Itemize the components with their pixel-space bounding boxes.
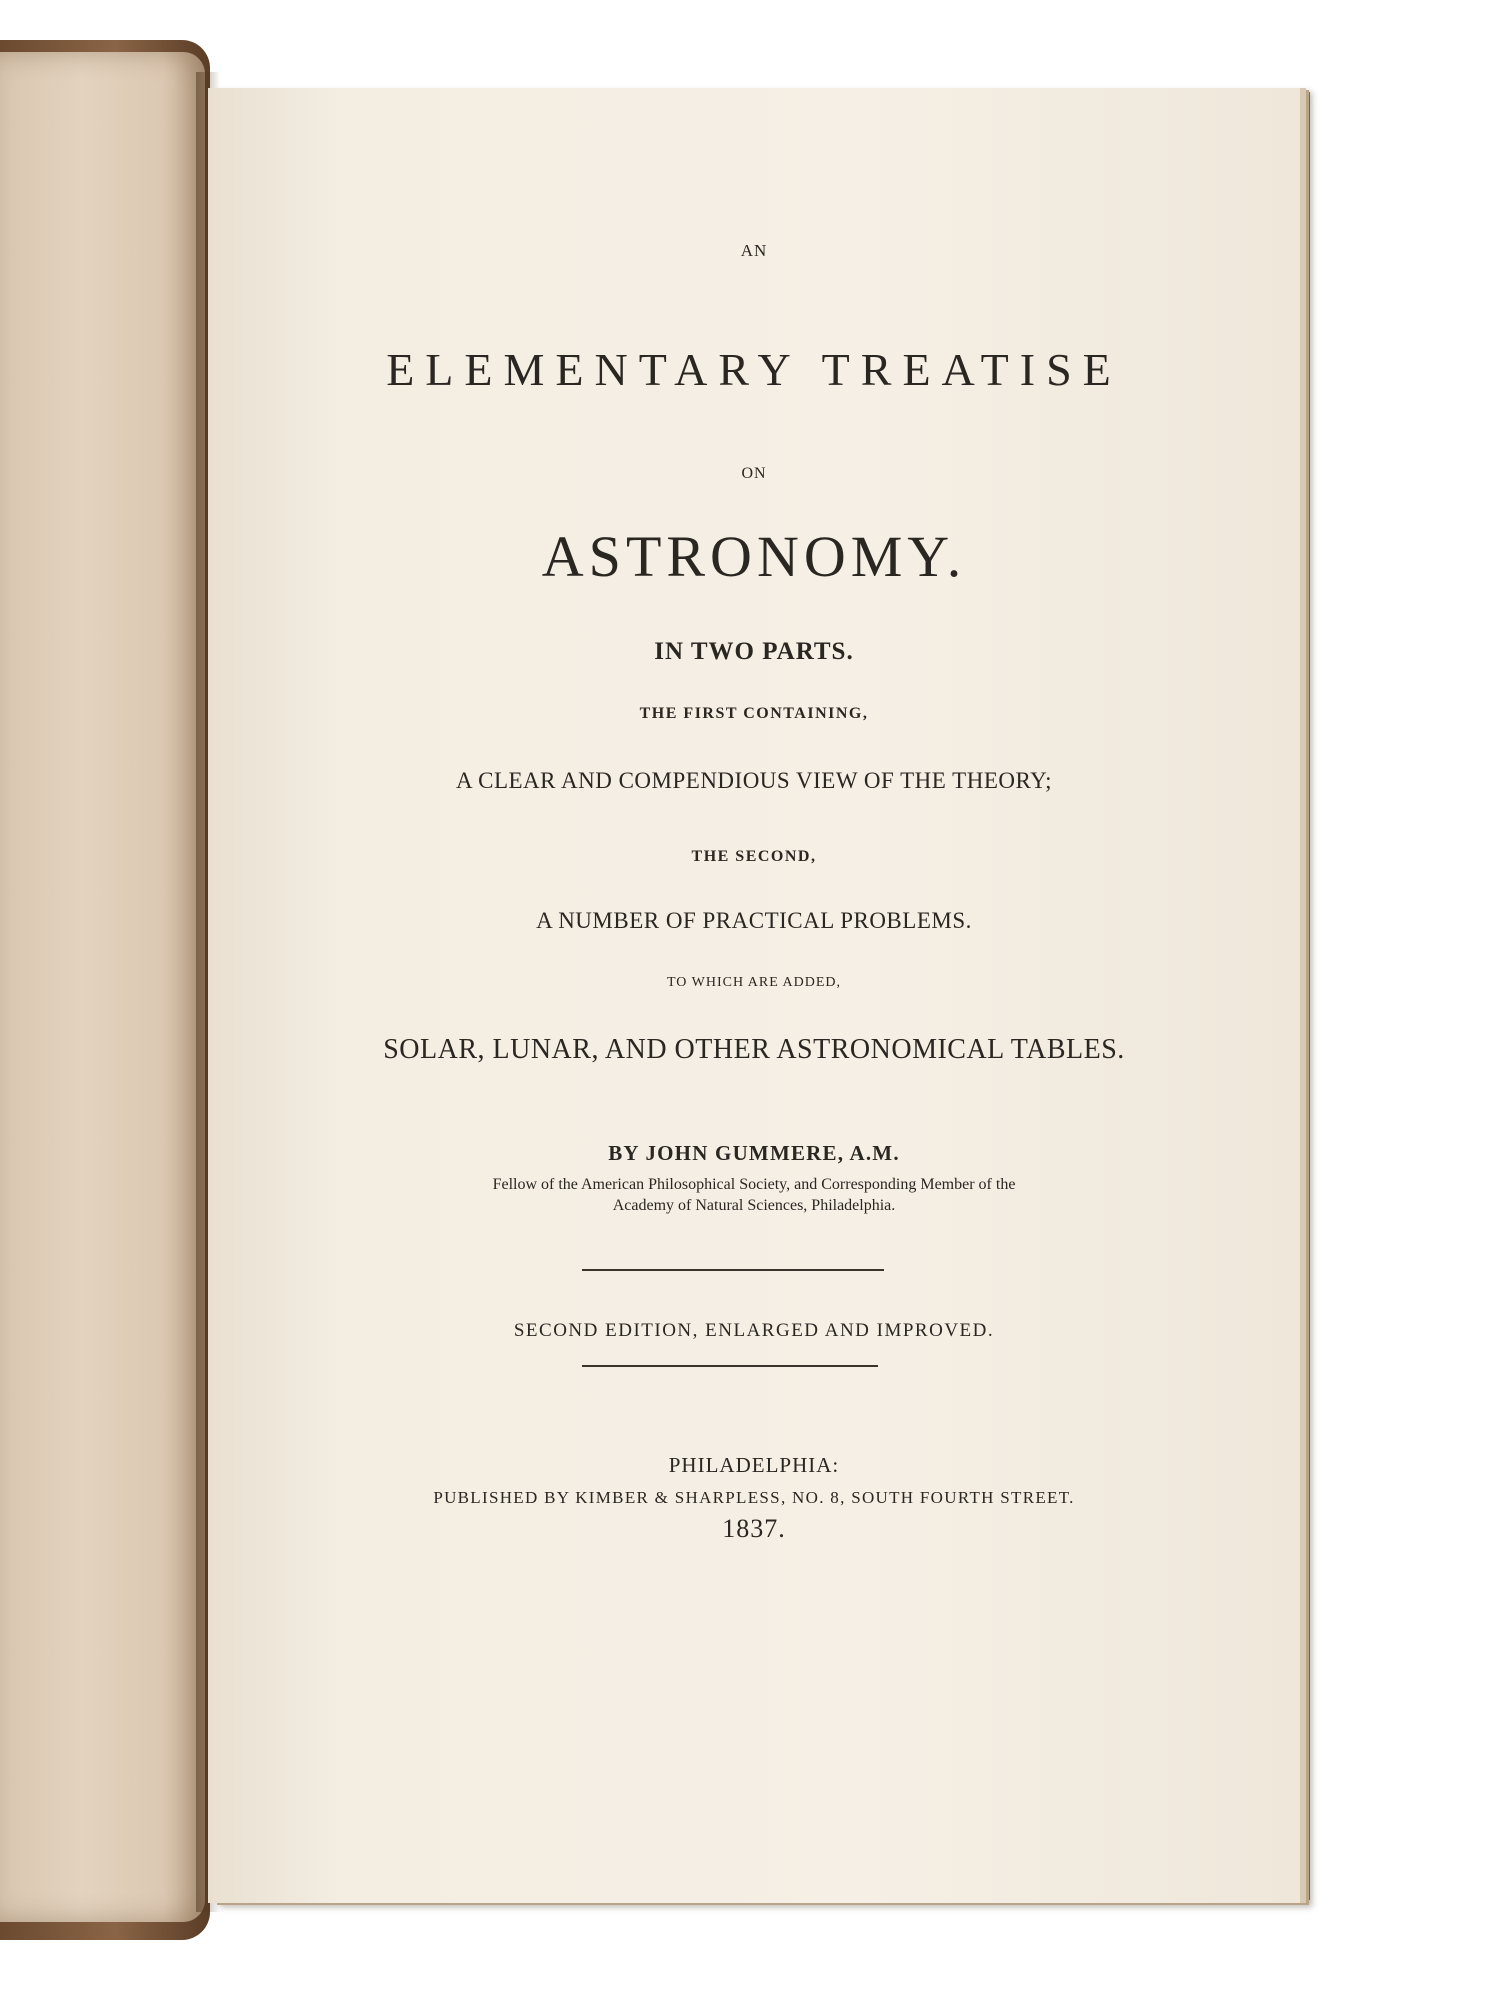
imprint-city: PHILADELPHIA: (668, 1453, 840, 1477)
author-affiliation (208, 1174, 1300, 1216)
added-label: TO WHICH ARE ADDED, (666, 975, 842, 990)
first-part-content: A CLEAR AND COMPENDIOUS VIEW OF THE THEORY; (456, 768, 1052, 793)
edition-line: SECOND EDITION, ENLARGED AND IMPROVED. (513, 1320, 995, 1341)
imprint-year: 1837. (722, 1514, 786, 1543)
affiliation-line-2: Academy of Natural Sciences, Philadelphia. (612, 1197, 896, 1214)
second-part-content: A NUMBER OF PRACTICAL PROBLEMS. (536, 908, 972, 933)
book-title: ELEMENTARY TREATISE (386, 344, 1122, 395)
parts-heading: IN TWO PARTS. (654, 638, 854, 665)
author-line: BY JOHN GUMMERE, A.M. (608, 1141, 900, 1165)
added-content: SOLAR, LUNAR, AND OTHER ASTRONOMICAL TABLES. (383, 1034, 1125, 1065)
book-subject: ASTRONOMY. (541, 524, 967, 589)
pre-title: AN (740, 241, 768, 260)
title-page (208, 88, 1300, 1903)
title-connector: ON (741, 465, 767, 482)
divider-rule-bottom (582, 1365, 878, 1367)
divider-rule-top (582, 1269, 884, 1271)
title-page-content (208, 88, 1300, 1903)
second-part-label: THE SECOND, (691, 848, 817, 865)
first-part-label: THE FIRST CONTAINING, (639, 705, 869, 722)
affiliation-line-1: Fellow of the American Philosophical Society, and Corresponding Member of the (492, 1176, 1016, 1193)
left-page (0, 52, 205, 1922)
imprint-publisher: PUBLISHED BY KIMBER & SHARPLESS, NO. 8, SOUTH FOURTH STREET. (433, 1488, 1075, 1507)
